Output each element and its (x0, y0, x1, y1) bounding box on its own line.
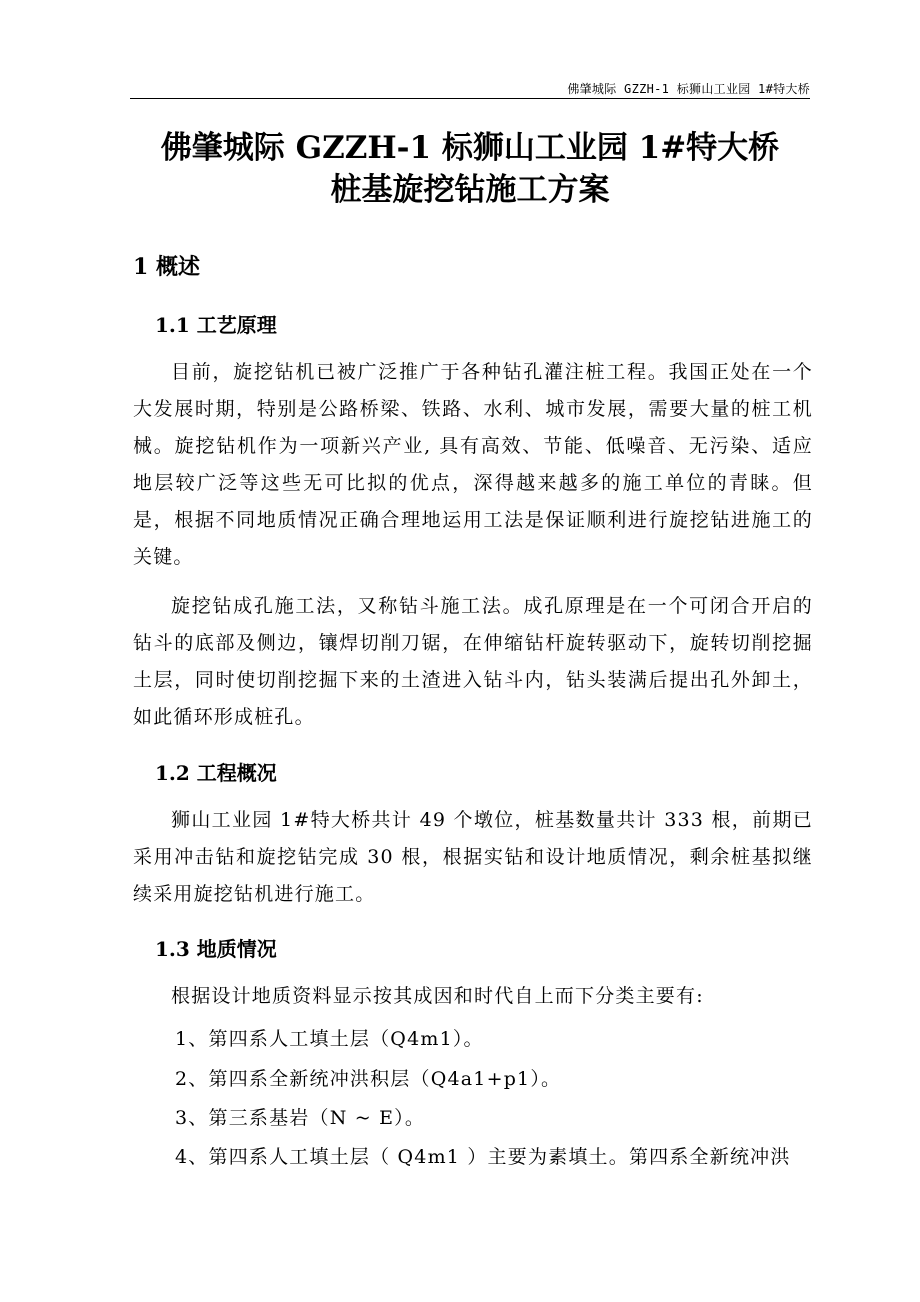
paragraph-principle-2: 旋挖钻成孔施工法，又称钻斗施工法。成孔原理是在一个可闭合开启的钻斗的底部及侧边，镶焊切削刀锯，在伸缩钻杆旋转驱动下，旋转切削挖掘土层，同时使切削挖掘下来的土渣进入钻斗内，钻头装满后提出孔外卸土，如此循环形成桩孔。 (133, 595, 813, 728)
running-header: 佛肇城际 GZZH-1 标狮山工业园 1#特大桥 (567, 82, 810, 96)
subsection-heading-project: 1.2 工程概况 (155, 761, 277, 785)
subsection-heading-principle: 1.1 工艺原理 (155, 313, 277, 337)
subsection-heading-geology: 1.3 地质情况 (155, 937, 277, 961)
header-divider (130, 98, 810, 99)
title-line-2: 桩基旋挖钻施工方案 (330, 172, 610, 208)
title-line-1: 佛肇城际 GZZH-1 标狮山工业园 1#特大桥 (160, 130, 780, 166)
list-item: 2、第四系全新统冲洪积层（Q4a1+p1）。 (175, 1068, 562, 1090)
paragraph-geology-intro: 根据设计地质资料显示按其成因和时代自上而下分类主要有: (171, 985, 704, 1007)
paragraph-project: 狮山工业园 1#特大桥共计 49 个墩位，桩基数量共计 333 根，前期已采用冲击钻和旋挖钻完成 30 根，根据实钻和设计地质情况，剩余桩基拟继续采用旋挖钻机进行施工。 (133, 809, 813, 905)
section-heading-overview: 1 概述 (133, 254, 200, 280)
list-item: 1、第四系人工填土层（Q4m1）。 (175, 1028, 484, 1050)
list-item: 3、第三系基岩（N ~ E）。 (175, 1107, 426, 1129)
list-item: 4、第四系人工填土层（ Q4m1 ）主要为素填土。第四系全新统冲洪 (175, 1146, 791, 1168)
paragraph-principle-1: 目前，旋挖钻机已被广泛推广于各种钻孔灌注桩工程。我国正处在一个大发展时期，特别是公路桥梁、铁路、水利、城市发展，需要大量的桩工机械。旋挖钻机作为一项新兴产业, 具有高效、节能、低噪音、无污染、适应地层较广泛等这些无可比拟的优点，深得越来越多的施工单位的青睐。但是，根据不同地质情况正确合理地运用工法是保证顺利进行旋挖钻进施工的关键。 (133, 361, 813, 568)
